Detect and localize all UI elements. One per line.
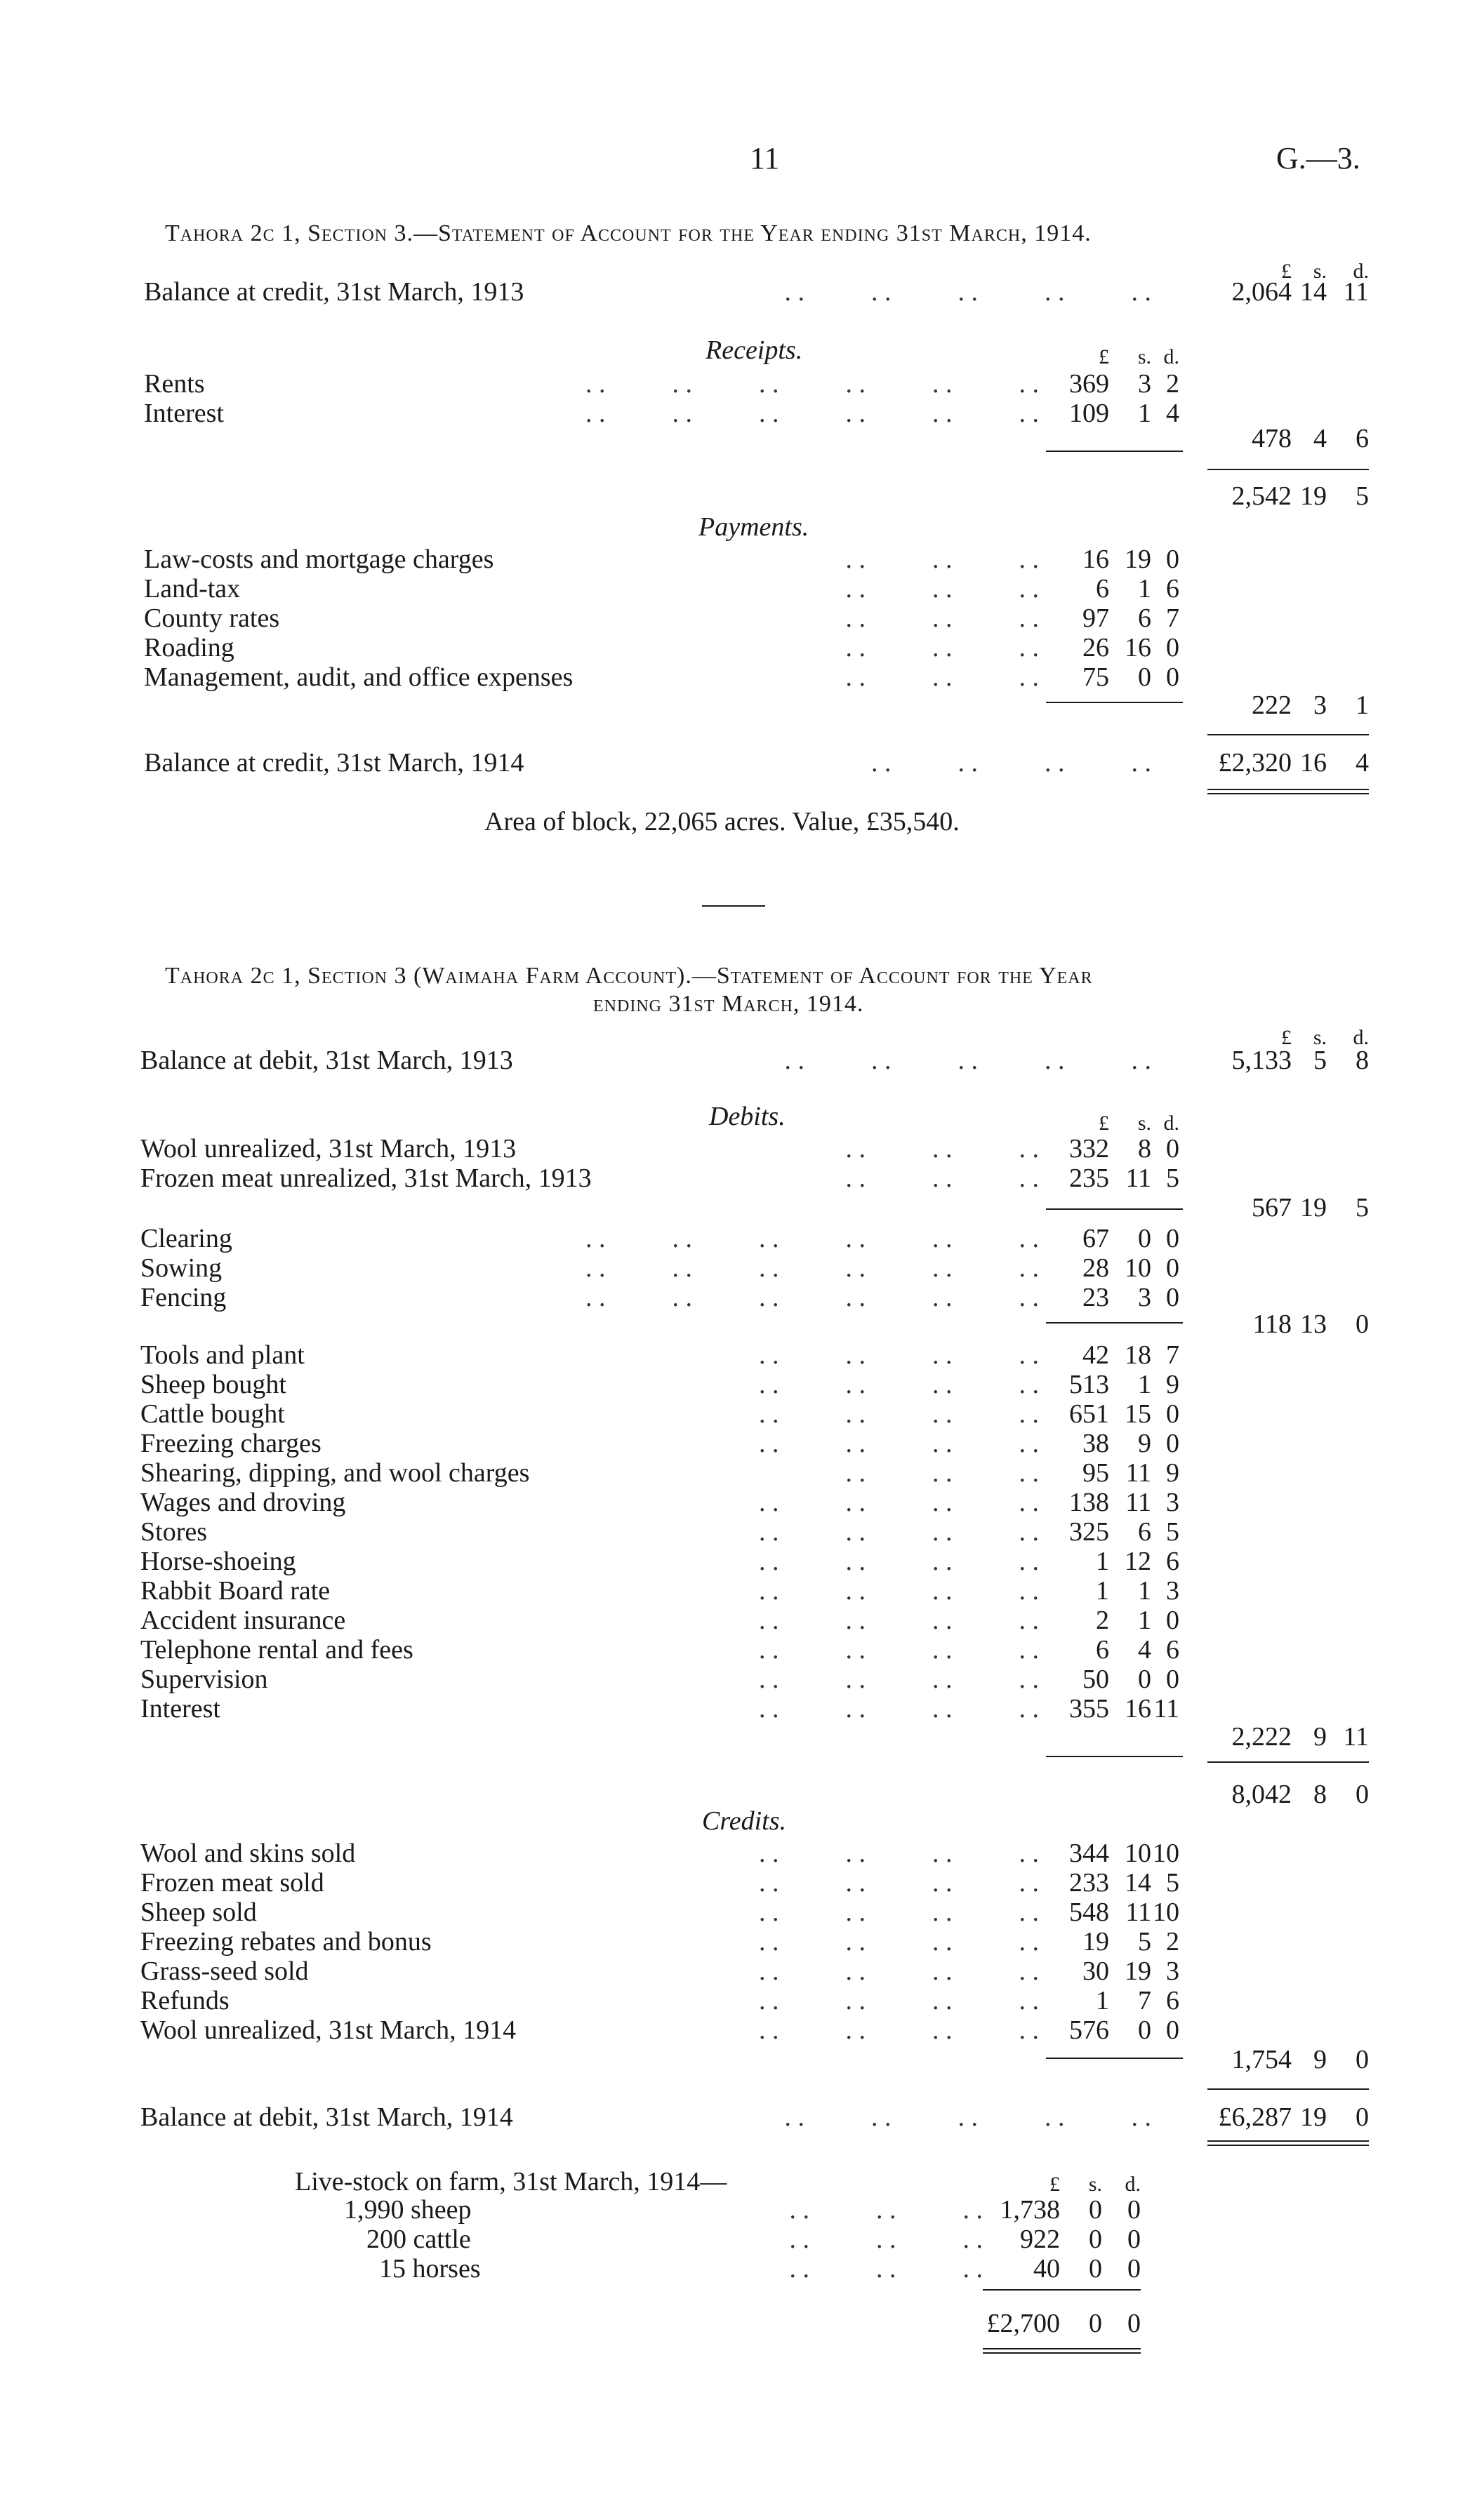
s2-debit-pence: 0 (1166, 1665, 1179, 1694)
s2-credit-pence: 10 (1153, 1839, 1179, 1868)
s2-inner-pounds-header: £ (1099, 1112, 1109, 1135)
s2-debit-pounds: 2 (1096, 1606, 1109, 1635)
s2-debit-pounds: 38 (1082, 1429, 1109, 1458)
s2-debit-pounds: 28 (1082, 1253, 1109, 1283)
s2-debit-pounds: 6 (1096, 1635, 1109, 1665)
s2-opening-pounds: 5,133 (1231, 1046, 1292, 1075)
s2-debit-shillings: 1 (1138, 1606, 1151, 1635)
s2-credit-pence: 10 (1153, 1898, 1179, 1927)
s2-debit-leader: . . . . . . . . (759, 1694, 1039, 1724)
s2-debit-label: Cattle bought (140, 1399, 285, 1429)
s2-debit-label: Wool unrealized, 31st March, 1913 (140, 1134, 517, 1164)
s2-closing-pence: 0 (1356, 2102, 1369, 2132)
s2-debit-shillings: 16 (1125, 1694, 1151, 1724)
s1-payment-pence: 6 (1166, 574, 1179, 604)
s2-debit-leader: . . . . . . . . (759, 1517, 1039, 1547)
s2-credit-leader: . . . . . . . . (759, 2015, 1039, 2045)
s2-debit-pounds: 42 (1082, 1340, 1109, 1370)
s2-debit-leader: . . . . . . . . (759, 1547, 1039, 1576)
s2-opening-leader: . . . . . . . . . . (784, 1046, 1151, 1075)
s2-debit-pounds: 651 (1069, 1399, 1109, 1429)
s1-footnote: Area of block, 22,065 acres. Value, £35,540. (484, 807, 960, 836)
section-separator (702, 905, 765, 907)
s2-credit-label: Grass-seed sold (140, 1956, 309, 1986)
s2-debit-label: Sheep bought (140, 1370, 286, 1399)
s2-credit-shillings: 10 (1125, 1839, 1151, 1868)
s1-payment-pounds: 75 (1082, 662, 1109, 692)
s2-credit-leader: . . . . . . . . (759, 1868, 1039, 1898)
s1-receipt-shillings: 3 (1138, 369, 1151, 399)
s2-credit-label: Sheep sold (140, 1898, 257, 1927)
s2-group2-total-pence: 0 (1356, 1309, 1369, 1339)
s2-closing-pounds: £6,287 (1218, 2102, 1292, 2132)
livestock-item-pence: 0 (1127, 2195, 1141, 2225)
livestock-item-shillings: 0 (1089, 2225, 1102, 2254)
s2-outer-pounds-header: £ (1281, 1026, 1292, 1049)
s2-debit-label: Frozen meat unrealized, 31st March, 1913 (140, 1164, 592, 1193)
s2-closing-double-rule (1207, 2140, 1369, 2146)
s2-closing-leader: . . . . . . . . . . (784, 2102, 1151, 2132)
s2-credit-pence: 6 (1166, 1986, 1179, 2015)
s2-debit-pence: 9 (1166, 1458, 1179, 1488)
s1-payment-pounds: 16 (1082, 545, 1109, 574)
s2-debit-shillings: 11 (1125, 1164, 1151, 1193)
s2-group1-total-pence: 5 (1356, 1193, 1369, 1222)
s2-credit-pounds: 548 (1069, 1898, 1109, 1927)
s1-closing-double-rule (1207, 789, 1369, 794)
s1-opening-leader: . . . . . . . . . . (784, 277, 1151, 307)
s1-subtotal-pence: 5 (1356, 481, 1369, 511)
s2-opening-pence: 8 (1356, 1046, 1369, 1075)
s1-opening-label: Balance at credit, 31st March, 1913 (144, 277, 524, 307)
s2-opening-shillings: 5 (1313, 1046, 1327, 1075)
s1-payment-shillings: 16 (1125, 633, 1151, 662)
livestock-item-pence: 0 (1127, 2254, 1141, 2284)
livestock-item-shillings: 0 (1089, 2254, 1102, 2284)
livestock-heading: Live-stock on farm, 31st March, 1914— (295, 2167, 727, 2196)
livestock-item-pounds: 922 (1020, 2225, 1060, 2254)
s2-credit-pence: 3 (1166, 1956, 1179, 1986)
s1-payment-label: Roading (144, 633, 234, 662)
s2-debit-label: Freezing charges (140, 1429, 322, 1458)
s1-receipts-heading: Receipts. (705, 335, 803, 365)
s2-debit-pence: 0 (1166, 1134, 1179, 1164)
livestock-label: 15 horses (379, 2254, 481, 2284)
s2-debit-label: Tools and plant (140, 1340, 305, 1370)
livestock-label: 1,990 sheep (344, 2195, 472, 2225)
s2-debit-pounds: 235 (1069, 1164, 1109, 1193)
s2-debit-pounds: 50 (1082, 1665, 1109, 1694)
s2-debit-pounds: 67 (1082, 1224, 1109, 1253)
s2-inner-pence-header: d. (1163, 1112, 1179, 1135)
s2-credits-heading: Credits. (702, 1806, 786, 1836)
livestock-total-shillings: 0 (1089, 2309, 1102, 2338)
s2-credit-pounds: 576 (1069, 2015, 1109, 2045)
s2-credit-label: Wool and skins sold (140, 1839, 356, 1868)
document-reference: G.—3. (1276, 141, 1360, 175)
livestock-total-pence: 0 (1127, 2309, 1141, 2338)
s2-debit-shillings: 1 (1138, 1370, 1151, 1399)
s1-closing-pounds: £2,320 (1218, 748, 1292, 778)
s2-debit-label: Fencing (140, 1283, 227, 1312)
s2-credit-pence: 5 (1166, 1868, 1179, 1898)
s2-credit-shillings: 0 (1138, 2015, 1151, 2045)
s2-group2-total-shillings: 13 (1300, 1309, 1327, 1339)
s2-debit-pence: 0 (1166, 1606, 1179, 1635)
s2-debit-label: Wages and droving (140, 1488, 346, 1517)
s2-credit-pounds: 344 (1069, 1839, 1109, 1868)
s2-subtotal-rule (1207, 1761, 1369, 1763)
s2-outer-shillings-header: s. (1313, 1026, 1327, 1049)
s2-debit-label: Accident insurance (140, 1606, 346, 1635)
livestock-shillings-header: s. (1088, 2173, 1102, 2196)
s1-payment-leader: . . . . . . (845, 662, 1039, 692)
s2-credits-total-shillings: 9 (1313, 2045, 1327, 2074)
livestock-item-pounds: 1,738 (1000, 2195, 1060, 2225)
s2-credit-label: Frozen meat sold (140, 1868, 324, 1898)
s2-debit-label: Sowing (140, 1253, 223, 1283)
s2-credit-pounds: 19 (1082, 1927, 1109, 1956)
s2-credit-pence: 2 (1166, 1927, 1179, 1956)
s2-debit-pounds: 1 (1096, 1576, 1109, 1606)
s1-payment-pounds: 26 (1082, 633, 1109, 662)
s2-debit-pence: 5 (1166, 1164, 1179, 1193)
s2-credit-shillings: 5 (1138, 1927, 1151, 1956)
s2-debit-pence: 0 (1166, 1399, 1179, 1429)
s2-inner-shillings-header: s. (1137, 1112, 1151, 1135)
s2-debit-label: Rabbit Board rate (140, 1576, 331, 1606)
s1-payment-shillings: 6 (1138, 604, 1151, 633)
s2-closing-label: Balance at debit, 31st March, 1914 (140, 2102, 513, 2132)
s2-outer-pence-header: d. (1353, 1026, 1369, 1049)
s2-debit-pence: 5 (1166, 1517, 1179, 1547)
s2-credit-leader: . . . . . . . . (759, 1839, 1039, 1868)
s2-debit-leader: . . . . . . . . (759, 1488, 1039, 1517)
s2-debit-pounds: 138 (1069, 1488, 1109, 1517)
s1-payment-pounds: 97 (1082, 604, 1109, 633)
s1-opening-shillings: 14 (1300, 277, 1327, 307)
s2-credit-pounds: 30 (1082, 1956, 1109, 1986)
s2-debit-pence: 3 (1166, 1488, 1179, 1517)
s1-payment-pence: 0 (1166, 662, 1179, 692)
s2-group1-total-pounds: 567 (1252, 1193, 1292, 1222)
s1-receipt-leader: . . . . . . . . . . . . (585, 399, 1039, 428)
s2-debit-leader: . . . . . . . . (759, 1606, 1039, 1635)
s2-debit-pounds: 332 (1069, 1134, 1109, 1164)
s2-debit-shillings: 3 (1138, 1283, 1151, 1312)
s2-title-line1: Tahora 2c 1, Section 3 (Waimaha Farm Account).—Statement of Account for the Year (165, 963, 1093, 989)
s2-debit-shillings: 0 (1138, 1224, 1151, 1253)
s2-debit-shillings: 12 (1125, 1547, 1151, 1576)
s1-title: Tahora 2c 1, Section 3.—Statement of Account for the Year ending 31st March, 1914. (165, 220, 1092, 246)
s2-debit-pounds: 23 (1082, 1283, 1109, 1312)
s2-opening-label: Balance at debit, 31st March, 1913 (140, 1046, 513, 1075)
s2-credit-shillings: 7 (1138, 1986, 1151, 2015)
s1-payment-shillings: 0 (1138, 662, 1151, 692)
s1-receipts-total-pounds: 478 (1252, 424, 1292, 453)
s2-debit-pounds: 95 (1082, 1458, 1109, 1488)
s1-payments-total-pence: 1 (1356, 691, 1369, 720)
livestock-leader: . . . . . . (789, 2254, 983, 2284)
s1-payment-pence: 0 (1166, 545, 1179, 574)
s2-debit-label: Clearing (140, 1224, 232, 1253)
s2-credit-pounds: 1 (1096, 1986, 1109, 2015)
s2-subtotal-pence: 0 (1356, 1780, 1369, 1809)
s2-debit-leader: . . . . . . . . (759, 1370, 1039, 1399)
s1-payment-label: Management, audit, and office expenses (144, 662, 574, 692)
s1-payments-total-pounds: 222 (1252, 691, 1292, 720)
s2-debit-leader: . . . . . . . . . . . . (585, 1253, 1039, 1283)
s2-credits-total-pounds: 1,754 (1231, 2045, 1292, 2074)
s2-group1-total-shillings: 19 (1300, 1193, 1327, 1222)
s2-credit-label: Refunds (140, 1986, 230, 2015)
s1-payment-leader: . . . . . . (845, 545, 1039, 574)
livestock-pounds-header: £ (1049, 2173, 1060, 2196)
s1-receipt-pounds: 109 (1069, 399, 1109, 428)
s1-payments-heading: Payments. (698, 512, 809, 542)
s2-debit-pence: 7 (1166, 1340, 1179, 1370)
s2-debit-label: Supervision (140, 1665, 268, 1694)
s1-payment-pounds: 6 (1096, 574, 1109, 604)
s2-debit-pence: 6 (1166, 1635, 1179, 1665)
s1-inner-pounds-header: £ (1099, 345, 1109, 368)
s2-debit-shillings: 1 (1138, 1576, 1151, 1606)
livestock-item-pence: 0 (1127, 2225, 1141, 2254)
s1-closing-pence: 4 (1356, 748, 1369, 778)
s2-credit-pounds: 233 (1069, 1868, 1109, 1898)
s1-payment-shillings: 1 (1138, 574, 1151, 604)
s2-debit-leader: . . . . . . . . (759, 1429, 1039, 1458)
s2-debit-label: Telephone rental and fees (140, 1635, 413, 1665)
s2-debit-pence: 6 (1166, 1547, 1179, 1576)
s2-debit-label: Interest (140, 1694, 220, 1724)
s1-opening-pounds: 2,064 (1231, 277, 1292, 307)
s1-receipt-pence: 2 (1166, 369, 1179, 399)
s2-credit-leader: . . . . . . . . (759, 1986, 1039, 2015)
s2-debit-pounds: 1 (1096, 1547, 1109, 1576)
s1-inner-shillings-header: s. (1137, 345, 1151, 368)
s1-closing-shillings: 16 (1300, 748, 1327, 778)
s1-receipt-shillings: 1 (1138, 399, 1151, 428)
s2-group3-total-shillings: 9 (1313, 1722, 1327, 1752)
s1-receipts-total-pence: 6 (1356, 424, 1369, 453)
s1-payment-leader: . . . . . . (845, 604, 1039, 633)
s1-receipts-total-shillings: 4 (1313, 424, 1327, 453)
s2-subtotal-shillings: 8 (1313, 1780, 1327, 1809)
s2-debit-leader: . . . . . . (845, 1164, 1039, 1193)
s1-subtotal-pounds: 2,542 (1231, 481, 1292, 511)
s2-credit-label: Wool unrealized, 31st March, 1914 (140, 2015, 517, 2045)
s2-debit-leader: . . . . . . . . (759, 1399, 1039, 1429)
s1-outer-shillings-header: s. (1313, 260, 1327, 283)
s2-credit-shillings: 14 (1125, 1868, 1151, 1898)
livestock-label: 200 cattle (366, 2225, 471, 2254)
s1-subtotal-shillings: 19 (1300, 481, 1327, 511)
s2-group3-rule (1046, 1756, 1183, 1757)
s1-outer-pence-header: d. (1353, 260, 1369, 283)
s2-group2-total-pounds: 118 (1252, 1309, 1292, 1339)
s1-payment-label: Land-tax (144, 574, 241, 604)
s2-debit-leader: . . . . . . . . (759, 1665, 1039, 1694)
s1-receipt-label: Interest (144, 399, 224, 428)
s2-debit-shillings: 11 (1125, 1458, 1151, 1488)
s1-closing-label: Balance at credit, 31st March, 1914 (144, 748, 524, 778)
s2-debit-leader: . . . . . . . . (759, 1340, 1039, 1370)
s2-debit-leader: . . . . . . (845, 1458, 1039, 1488)
s1-receipt-pence: 4 (1166, 399, 1179, 428)
s1-payment-leader: . . . . . . (845, 574, 1039, 604)
s1-receipt-label: Rents (144, 369, 205, 399)
s1-receipt-leader: . . . . . . . . . . . . (585, 369, 1039, 399)
s2-debit-shillings: 6 (1138, 1517, 1151, 1547)
livestock-leader: . . . . . . (789, 2225, 983, 2254)
livestock-double-rule (983, 2348, 1141, 2354)
s2-title-line2: ending 31st March, 1914. (593, 991, 864, 1017)
livestock-rule (983, 2289, 1141, 2291)
s1-payments-total-shillings: 3 (1313, 691, 1327, 720)
s1-outer-pounds-header: £ (1281, 260, 1292, 283)
s2-credit-leader: . . . . . . . . (759, 1927, 1039, 1956)
s1-payment-label: County rates (144, 604, 280, 633)
s2-debit-leader: . . . . . . . . (759, 1635, 1039, 1665)
s2-credit-label: Freezing rebates and bonus (140, 1927, 432, 1956)
s2-debit-shillings: 15 (1125, 1399, 1151, 1429)
s2-credit-pence: 0 (1166, 2015, 1179, 2045)
s1-payment-leader: . . . . . . (845, 633, 1039, 662)
s1-payment-pence: 7 (1166, 604, 1179, 633)
livestock-total-pounds: £2,700 (986, 2309, 1060, 2338)
s1-payment-label: Law-costs and mortgage charges (144, 545, 494, 574)
s2-credit-shillings: 11 (1125, 1898, 1151, 1927)
s2-group3-total-pounds: 2,222 (1231, 1722, 1292, 1752)
s2-debit-label: Shearing, dipping, and wool charges (140, 1458, 530, 1488)
s2-debit-shillings: 8 (1138, 1134, 1151, 1164)
page-number: 11 (750, 141, 780, 175)
s2-debit-label: Horse-shoeing (140, 1547, 296, 1576)
s2-debit-leader: . . . . . . . . . . . . (585, 1283, 1039, 1312)
s1-receipt-pounds: 369 (1069, 369, 1109, 399)
s2-closing-shillings: 19 (1300, 2102, 1327, 2132)
s2-debit-shillings: 9 (1138, 1429, 1151, 1458)
s1-closing-rule (1207, 734, 1369, 735)
s2-group3-total-pence: 11 (1343, 1722, 1369, 1752)
s1-closing-leader: . . . . . . . . (871, 748, 1151, 778)
s2-credit-leader: . . . . . . . . (759, 1956, 1039, 1986)
s2-debit-shillings: 11 (1125, 1488, 1151, 1517)
s2-debit-pence: 9 (1166, 1370, 1179, 1399)
livestock-pence-header: d. (1125, 2173, 1141, 2196)
s2-debit-pounds: 513 (1069, 1370, 1109, 1399)
s2-debit-shillings: 10 (1125, 1253, 1151, 1283)
s1-subtotal-rule (1207, 469, 1369, 470)
s2-closing-rule (1207, 2088, 1369, 2090)
livestock-item-pounds: 40 (1033, 2254, 1060, 2284)
s2-debit-shillings: 18 (1125, 1340, 1151, 1370)
s2-debit-pence: 0 (1166, 1224, 1179, 1253)
livestock-leader: . . . . . . (789, 2195, 983, 2225)
s2-debit-pounds: 355 (1069, 1694, 1109, 1724)
s2-debit-shillings: 4 (1138, 1635, 1151, 1665)
s2-debit-pounds: 325 (1069, 1517, 1109, 1547)
s2-debit-label: Stores (140, 1517, 207, 1547)
s2-debit-pence: 0 (1166, 1429, 1179, 1458)
s1-opening-pence: 11 (1343, 277, 1369, 307)
s2-debit-leader: . . . . . . . . (759, 1576, 1039, 1606)
s2-credit-shillings: 19 (1125, 1956, 1151, 1986)
s2-debit-pence: 0 (1166, 1283, 1179, 1312)
s2-debit-pence: 11 (1153, 1694, 1179, 1724)
s1-payment-shillings: 19 (1125, 545, 1151, 574)
s2-debit-shillings: 0 (1138, 1665, 1151, 1694)
s2-debit-leader: . . . . . . . . . . . . (585, 1224, 1039, 1253)
s2-debit-pence: 3 (1166, 1576, 1179, 1606)
s1-inner-pence-header: d. (1163, 345, 1179, 368)
s2-debits-heading: Debits. (709, 1102, 786, 1131)
s2-subtotal-pounds: 8,042 (1231, 1780, 1292, 1809)
s2-credit-leader: . . . . . . . . (759, 1898, 1039, 1927)
s2-debit-leader: . . . . . . (845, 1134, 1039, 1164)
s1-payment-pence: 0 (1166, 633, 1179, 662)
livestock-item-shillings: 0 (1089, 2195, 1102, 2225)
s2-debit-pence: 0 (1166, 1253, 1179, 1283)
s2-credits-total-pence: 0 (1356, 2045, 1369, 2074)
